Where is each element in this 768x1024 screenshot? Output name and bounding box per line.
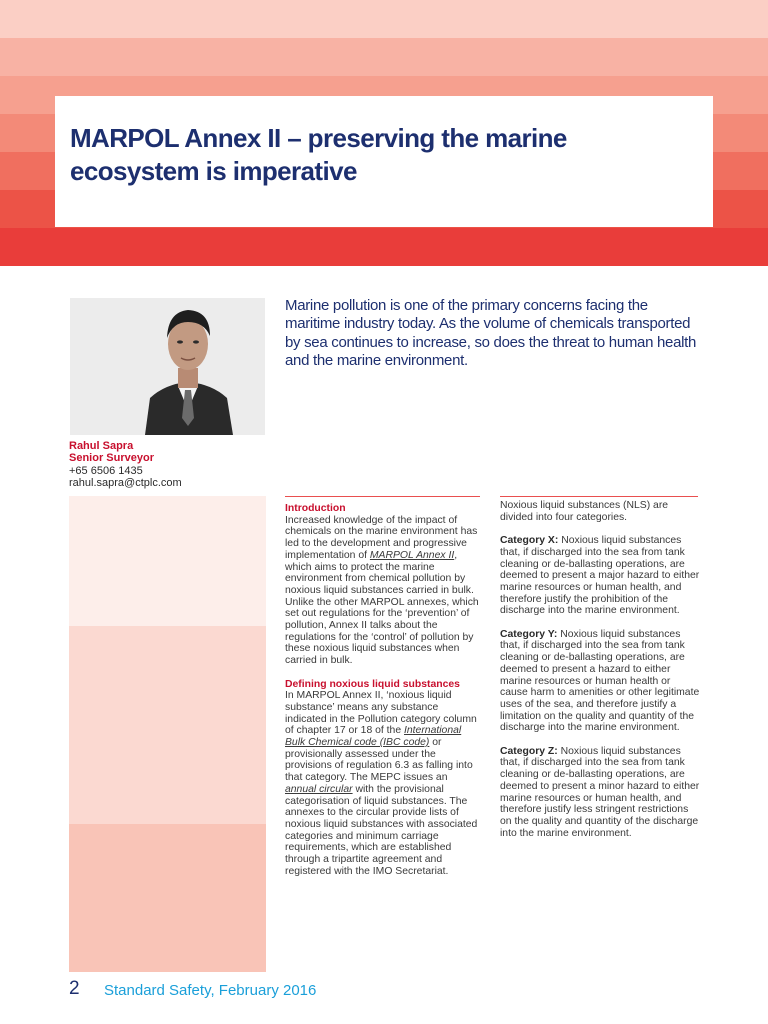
defining-text-2: or provisionally assessed under the provisions of regulation 6.3 as falling into that category. The MEPC issues an	[285, 737, 473, 784]
author-portrait-image	[70, 298, 265, 435]
introduction-section	[285, 503, 480, 667]
column-2	[500, 500, 700, 851]
introduction-heading: Introduction	[285, 503, 346, 514]
intro-paragraph: Marine pollution is one of the primary concerns facing the maritime industry today. As the volume of chemicals transported by sea continues to increase, so does the threat to human health and the marine environment.	[285, 297, 697, 370]
defining-section	[285, 679, 480, 878]
stripe-7	[0, 228, 768, 266]
defining-text-1: In MARPOL Annex II, ‘noxious liquid substance’ means any substance indicated in the Pollution category column of chapter 17 or 18 of the	[285, 690, 477, 737]
author-photo	[70, 298, 265, 435]
category-z-paragraph	[500, 746, 700, 840]
author-name: Rahul Sapra	[69, 440, 134, 452]
sidebar-block-3	[69, 824, 266, 972]
sidebar-block-1	[69, 496, 266, 626]
annual-circular-link[interactable]: annual circular	[285, 783, 353, 795]
pink-sidebar	[69, 496, 266, 972]
introduction-text-1: Increased knowledge of the impact of chemicals on the marine environment has led to the development and progressive implementation of	[285, 514, 478, 561]
defining-text-3: with the provisional categorisation of liquid substances. The annexes to the circular provide lists of noxious liquid substances with associated categories and minimum carriage requirements, which are established through a tripartite agreement and registered with the IMO Secretariat.	[285, 783, 478, 877]
category-z-text: Noxious liquid substances that, if discharged into the sea from tank cleaning or de-ballasting operations, are deemed to present a minor hazard to either marine resources or human health, and therefore justify less stringent restrictions on the quality and quantity of the discharge into the marine environment.	[500, 745, 700, 839]
publication-name: Standard Safety, February 2016	[104, 982, 317, 999]
author-email[interactable]: rahul.sapra@ctplc.com	[69, 477, 182, 490]
page-title: MARPOL Annex II – preserving the marine ecosystem is imperative	[70, 123, 567, 186]
column-2-rule	[500, 496, 698, 497]
title-box	[55, 96, 713, 227]
author-phone: +65 6506 1435	[69, 464, 143, 477]
ibc-code-link[interactable]: International Bulk Chemical code (IBC code)	[285, 725, 462, 749]
sidebar-block-2	[69, 626, 266, 824]
stripe-2	[0, 38, 768, 76]
column-1	[285, 503, 480, 889]
category-x-text: Noxious liquid substances that, if discharged into the sea from tank cleaning or de-ballasting operations, are deemed to present a major hazard to either marine resources or human health, and therefore justify the prohibition of the discharge into the marine environment.	[500, 535, 700, 617]
category-y-label: Category Y:	[500, 628, 558, 640]
column-1-rule	[285, 496, 480, 497]
marpol-annex-link[interactable]: MARPOL Annex II	[369, 549, 455, 561]
category-y-text: Noxious liquid substances that, if discharged into the sea from tank cleaning or de-ballasting operations, are deemed to present a hazard to either marine resources or human health or cause harm to amenities or other legitimate uses of the sea, and therefore justify a limitation on the quality and quantity of the discharge into the marine environment.	[500, 628, 700, 734]
category-z-label: Category Z:	[500, 745, 558, 757]
category-y-paragraph	[500, 629, 700, 734]
page-number: 2	[69, 978, 80, 999]
introduction-text-2: , which aims to protect the marine environment from chemical pollution by noxious liquid substances carried in bulk. Unlike the other MARPOL annexes, which set out regulations for the ‘prevention’ of pollution, Annex II talks about the regulations for the ‘control’ of pollution by these noxious liquid substances when carried in bulk.	[285, 549, 479, 667]
category-x-label: Category X:	[500, 535, 559, 547]
category-x-paragraph	[500, 535, 700, 617]
author-block	[69, 440, 269, 490]
defining-heading: Defining noxious liquid substances	[285, 678, 460, 690]
categories-intro: Noxious liquid substances (NLS) are divided into four categories.	[500, 500, 669, 523]
stripe-1	[0, 0, 768, 38]
author-role: Senior Surveyor	[69, 452, 154, 465]
